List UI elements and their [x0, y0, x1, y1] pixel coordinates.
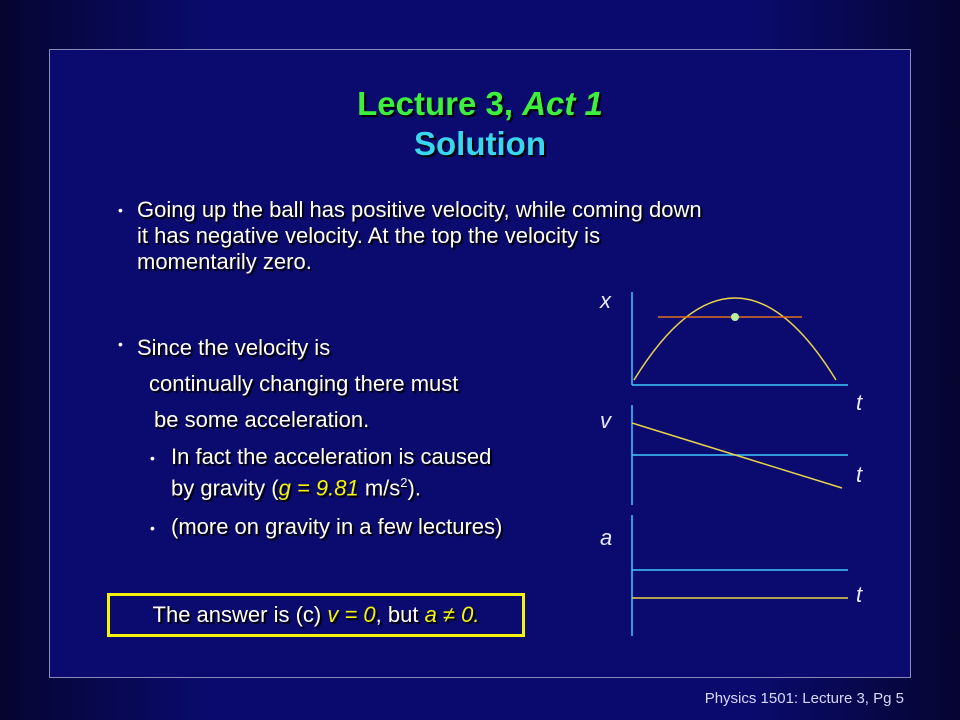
a-axis-label: a [600, 525, 613, 550]
peak-point [731, 313, 739, 321]
motion-graphs [590, 280, 890, 650]
sub-bullet-marker: • [150, 520, 155, 536]
t-axis-label: t [856, 462, 863, 487]
sub-bullet-marker: • [150, 450, 155, 466]
position-curve [634, 298, 836, 380]
slide-footer: Physics 1501: Lecture 3, Pg 5 [704, 690, 904, 707]
v-axis-label: v [600, 408, 611, 433]
slide-title: Lecture 3, Act 1 [357, 85, 603, 122]
slide-subtitle: Solution [414, 125, 546, 162]
t-axis-label: t [856, 582, 863, 607]
x-axis-label: x [600, 288, 611, 313]
t-axis-label: t [856, 390, 863, 415]
bullet-1: Going up the ball has positive velocity, while coming down it has negative velocity. At the top the velocity is momentarily zero. [137, 197, 702, 274]
bullet-marker: • [118, 336, 123, 352]
answer-box: The answer is (c) v = 0, but a ≠ 0. [107, 593, 525, 637]
bullet-2: Since the velocity is continually changing there must be some acceleration. [137, 335, 459, 432]
sub-bullet-1: In fact the acceleration is caused by gravity (g = 9.81 $m/s^2$). [171, 444, 492, 501]
bullet-marker: • [118, 202, 123, 218]
sub-bullet-2: (more on gravity in a few lectures) [171, 514, 503, 539]
